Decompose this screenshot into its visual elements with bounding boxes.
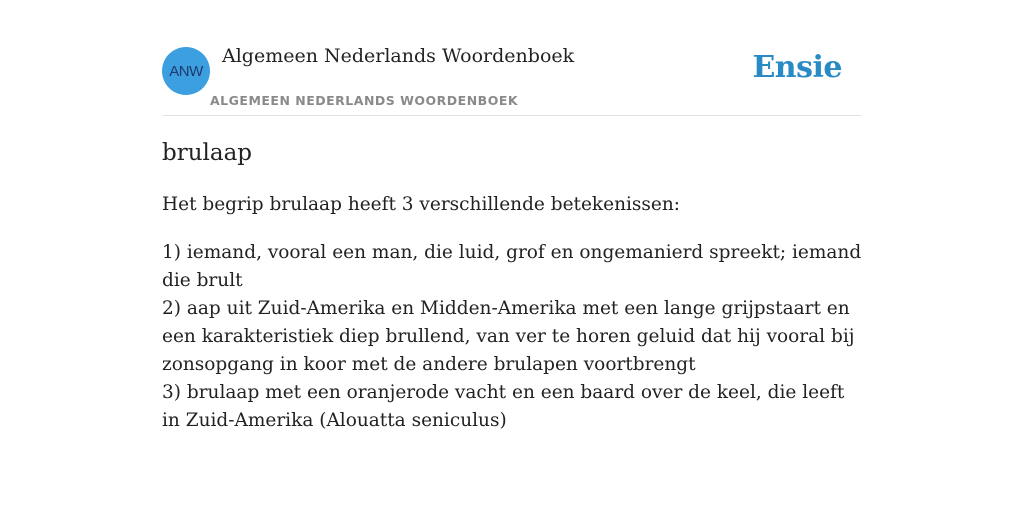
source-subtitle: ALGEMEEN NEDERLANDS WOORDENBOEK: [210, 93, 519, 108]
entry-word: brulaap: [162, 140, 253, 166]
source-logo-text: ANW: [169, 62, 203, 80]
source-logo[interactable]: [162, 47, 210, 95]
meanings-list: [162, 239, 864, 435]
ensie-logo[interactable]: Ensie: [752, 50, 842, 85]
meaning-item: 3) brulaap met een oranjerode vacht en een baard over de keel, die leeft in Zuid-Amerika (Alouatta seniculus): [162, 382, 845, 431]
meaning-item: 2) aap uit Zuid-Amerika en Midden-Amerika met een lange grijpstaart en een karakteristiek diep brullend, van ver te horen geluid dat hij vooral bij zonsopgang in koor met de andere brulapen voortbrengt: [162, 298, 855, 375]
source-header: [162, 0, 862, 116]
content-container: [162, 0, 862, 431]
source-title[interactable]: Algemeen Nederlands Woordenboek: [222, 45, 575, 67]
meaning-item: 1) iemand, vooral een man, die luid, grof en ongemanierd spreekt; iemand die brult: [162, 242, 862, 291]
entry-intro: Het begrip brulaap heeft 3 verschillende betekenissen:: [162, 194, 680, 215]
